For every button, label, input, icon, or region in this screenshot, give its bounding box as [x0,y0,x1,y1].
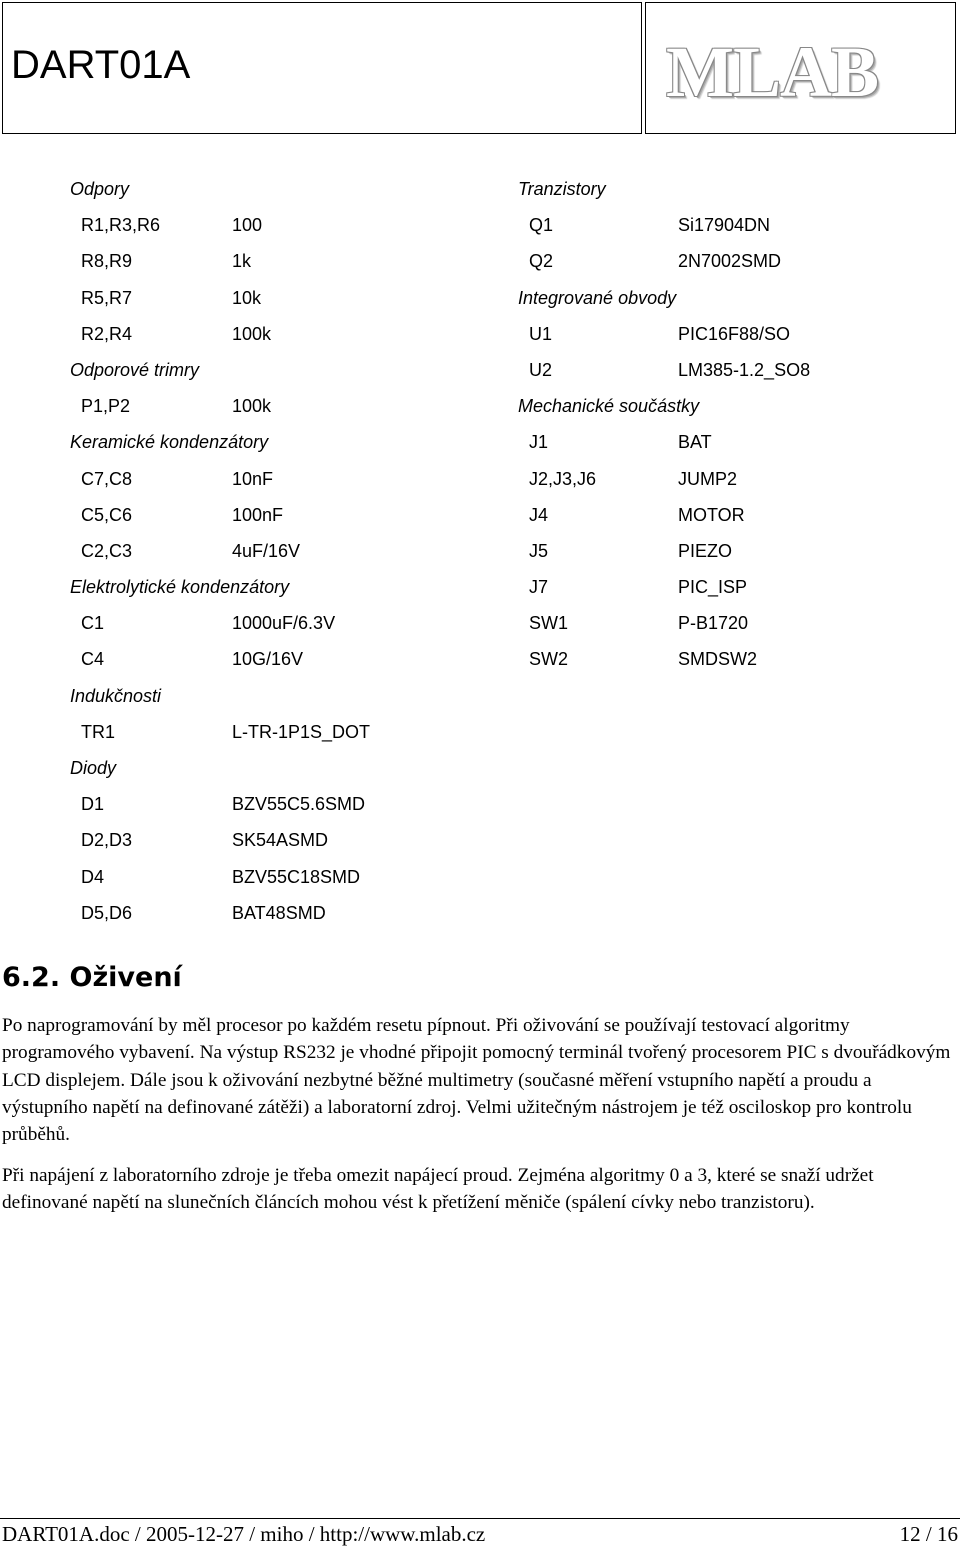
part-value: LM385-1.2_SO8 [678,359,811,380]
part-value: 10k [232,287,262,308]
part-reference: J7 [529,577,549,598]
category-heading: Keramické kondenzátory [70,432,269,453]
part-value: 100k [232,396,272,417]
part-reference: R8,R9 [81,251,133,272]
part-reference: SW2 [529,649,569,670]
paragraph: Po naprogramování by měl procesor po každém resetu pípnout. Při oživování se používají testovací algoritmy programového vybavení. Na výstup RS232 je vhodné připojit pomocný terminál tvořený procesorem PIC s dvouřádkovým LCD displejem. Dále jsou k oživování nezbytné běžné multimetry (současné měření vstupního napětí a proudu a výstupního napětí na definované zátěži) a laboratorní zdroj. Velmi užitečným nástrojem je též osciloskop pro kontrolu průběhů. [2,1015,951,1146]
part-reference: D1 [81,794,105,815]
part-row [70,285,289,321]
part-value: BZV55C5.6SMD [232,794,366,815]
footer-divider [0,1518,960,1519]
category-heading: Elektrolytické kondenzátory [70,577,290,598]
part-value: SK54ASMD [232,830,329,851]
part-value: JUMP2 [678,468,738,489]
part-reference: C4 [81,649,105,670]
part-value: 100k [232,323,272,344]
part-row [518,429,712,465]
part-row [70,393,289,429]
category-heading: Tranzistory [518,179,606,199]
part-row [70,466,289,502]
part-row [518,212,771,248]
parts-list-right [518,176,811,683]
part-reference: U1 [529,323,553,344]
part-row [70,502,289,538]
part-value: BAT48SMD [232,902,326,923]
category-heading: Integrované obvody [518,287,677,308]
part-value: SMDSW2 [678,649,758,670]
part-row [518,502,745,538]
part-value: L-TR-1P1S_DOT [232,721,371,742]
part-row [70,719,371,755]
part-reference: J4 [529,504,549,525]
category-heading: Indukčnosti [70,685,162,706]
part-row [70,827,329,863]
category-heading: Diody [70,758,117,778]
part-reference: C5,C6 [81,504,133,525]
part-value: BAT [678,432,712,453]
page-header [2,2,956,136]
part-row [70,538,301,574]
part-value: 1000uF/6.3V [232,613,336,634]
part-row [518,248,782,284]
part-value: 10G/16V [232,649,304,670]
part-value: MOTOR [678,504,745,525]
parts-list-left [70,176,371,936]
part-reference: J1 [529,432,549,453]
part-row [518,466,738,502]
part-reference: SW1 [529,613,569,634]
part-reference: C2,C3 [81,540,133,561]
part-reference: Q2 [529,251,554,272]
document-title: DART01A [11,43,191,87]
part-reference: D2,D3 [81,830,133,851]
part-row [518,574,748,610]
part-row [70,864,361,900]
part-reference: R2,R4 [81,323,133,344]
part-value: PIEZO [678,540,733,561]
footer-page-number: 12 / 16 [899,1522,958,1546]
part-value: 100 [232,215,263,236]
section-heading: 6.2. Oživení [2,962,182,993]
part-reference: C1 [81,613,105,634]
part-row [70,212,289,248]
category-heading: Odporové trimry [70,359,200,380]
part-value: 4uF/16V [232,540,301,561]
part-value: BZV55C18SMD [232,866,361,887]
part-reference: R1,R3,R6 [81,215,161,236]
header-logo-box [645,2,956,134]
part-row [70,610,336,646]
part-reference: J5 [529,540,549,561]
part-value: PIC_ISP [678,577,748,598]
part-row [70,900,326,936]
part-row [70,646,304,682]
part-row [70,248,289,284]
part-row [70,321,289,357]
footer-document-info: DART01A.doc / 2005-12-27 / miho / http://www.mlab.cz [2,1522,486,1546]
part-reference: D5,D6 [81,902,133,923]
part-row [518,357,811,393]
part-reference: J2,J3,J6 [529,468,597,489]
part-reference: D4 [81,866,105,887]
part-reference: R5,R7 [81,287,133,308]
part-row [518,321,791,357]
part-value: 2N7002SMD [678,251,782,272]
part-value: 100nF [232,504,284,525]
part-reference: Q1 [529,215,554,236]
part-value: 10nF [232,468,274,489]
header-title-box [2,2,642,134]
part-value: 1k [232,251,252,272]
part-reference: P1,P2 [81,396,131,417]
paragraph: Při napájení z laboratorního zdroje je třeba omezit napájecí proud. Zejména algoritmy 0 a 3, které se snaží udržet definované napětí na slunečních článcích mohou vést k přetížení měniče (spálení cívky nebo tranzistoru). [2,1165,874,1214]
part-value: Si17904DN [678,215,771,236]
part-reference: TR1 [81,721,116,742]
part-value: P-B1720 [678,613,749,634]
part-value: PIC16F88/SO [678,323,791,344]
category-heading: Odpory [70,179,130,199]
part-row [518,610,749,646]
part-row [70,791,366,827]
part-reference: C7,C8 [81,468,133,489]
part-reference: U2 [529,359,553,380]
part-row [518,538,733,574]
category-heading: Mechanické součástky [518,396,700,417]
mlab-logo: MLAB [666,32,878,112]
part-row [518,646,758,682]
